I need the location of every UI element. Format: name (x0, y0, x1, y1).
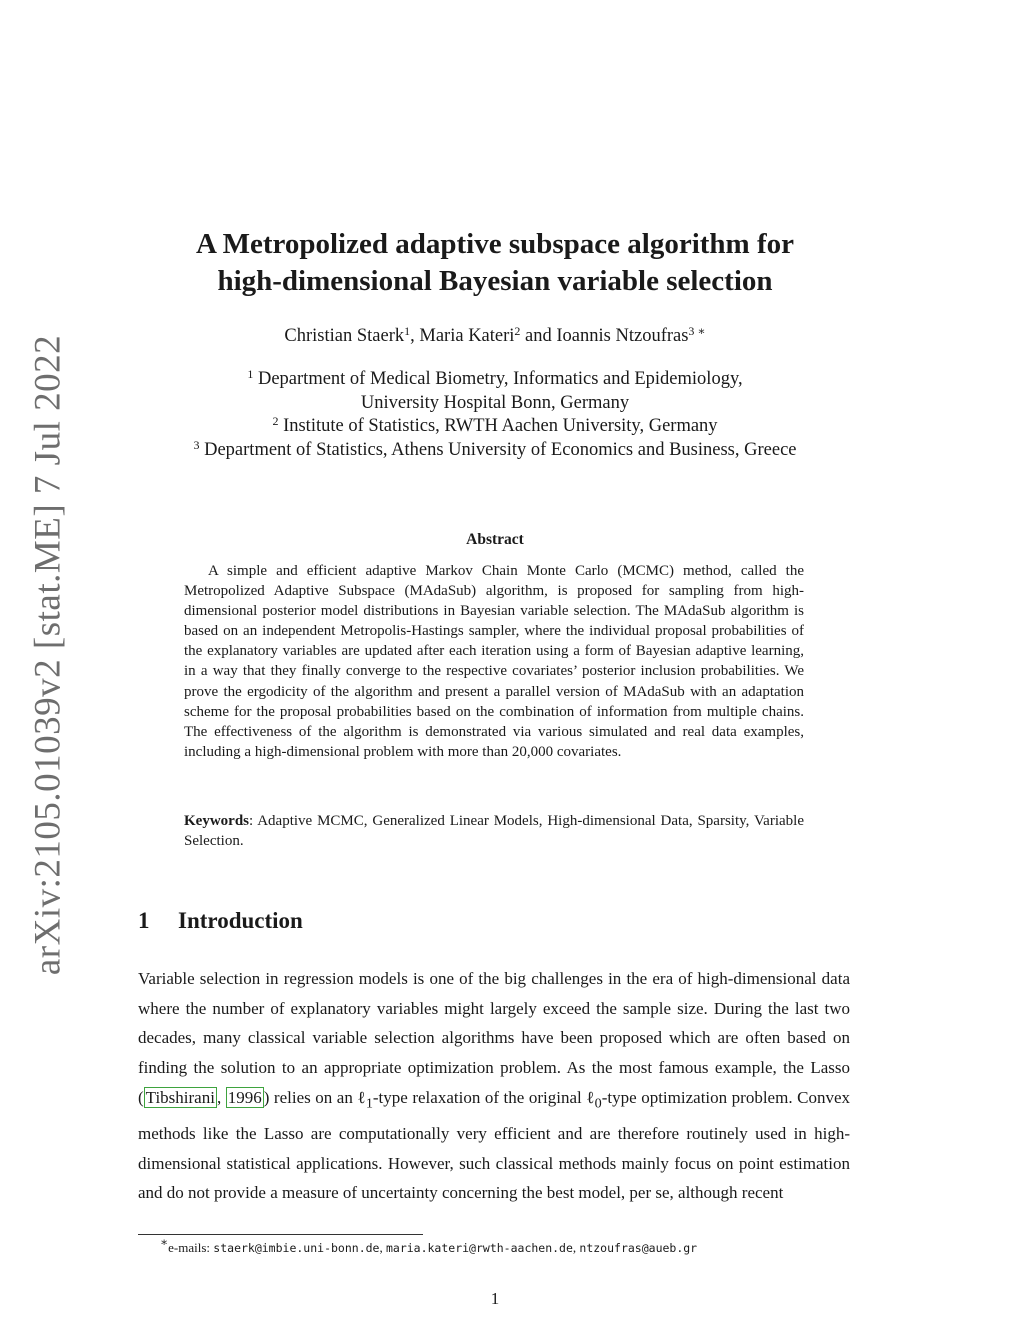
affiliation-text: Department of Medical Biometry, Informatics and Epidemiology, (253, 369, 743, 389)
footnote-mark: ∗ (160, 1235, 169, 1249)
intro-text: -type optimization problem. Convex methods like the Lasso are computationally very efficient and are therefore routinely used in high-dimensional statistical applications. However, such classical methods mainly focus on point estimation and do not provide a measure of uncertainty concerning the best model, per se, although recent (138, 1087, 850, 1203)
affiliation-1-cont (110, 392, 880, 416)
abstract-heading: Abstract (466, 531, 524, 548)
footnote-rule (138, 1234, 423, 1235)
footnote (160, 1235, 698, 1256)
intro-text: ) relies on an ℓ (263, 1087, 366, 1107)
abstract-text: A simple and efficient adaptive Markov Chain Monte Carlo (MCMC) method, called the Metropolized Adaptive Subspace (MAdaSub) algorithm, is proposed for sampling from high-dimensional posterior model distributions in Bayesian variable selection. The MAdaSub algorithm is based on an independent Metropolis-Hastings sampler, where the individual proposal probabilities of the explanatory variables are updated after each iteration using a form of Bayesian adaptive learning, in a way that they finally converge to the respective covariates’ posterior inclusion probabilities. We prove the ergodicity of the algorithm and present a parallel version of MAdaSub with an adaptation scheme for the proposal probabilities based on the combination of information from multiple chains. The effectiveness of the algorithm is demonstrated via various simulated and real data examples, including a high-dimensional problem with more than 20,000 covariates. (184, 563, 804, 760)
page-number: 1 (490, 1289, 500, 1308)
subscript: 1 (365, 1095, 373, 1112)
title-line-2: high-dimensional Bayesian variable selection (217, 265, 773, 297)
subscript: 0 (594, 1095, 602, 1112)
arxiv-identifier: arXiv:2105.01039v2 [stat.ME] 7 Jul 2022 (27, 334, 69, 976)
author-list (140, 326, 850, 347)
citation-1996-link[interactable]: 1996 (227, 1087, 262, 1107)
affil-mark: 3 ∗ (688, 324, 706, 338)
affiliation-text: Department of Statistics, Athens University of Economics and Business, Greece (199, 439, 797, 460)
affil-mark: 1 (404, 324, 411, 338)
author-ntzoufras: Ioannis Ntzoufras (556, 326, 689, 346)
affiliation-text: University Hospital Bonn, Germany (360, 392, 630, 413)
section-number: 1 (138, 908, 150, 933)
author-kateri: Maria Kateri (419, 326, 515, 346)
footnote-separator: , (379, 1240, 386, 1255)
affiliation-2 (110, 415, 880, 439)
title-line-1: A Metropolized adaptive subspace algorithm for (196, 228, 794, 260)
section-heading-introduction (138, 908, 303, 934)
keywords-text: : Adaptive MCMC, Generalized Linear Models, High-dimensional Data, Sparsity, Variable Selection. (184, 813, 804, 850)
keywords-label: Keywords (184, 813, 249, 829)
email-kateri: maria.kateri@rwth-aachen.de (385, 1241, 573, 1255)
affil-mark: 1 (247, 367, 254, 381)
affil-mark: 3 (193, 437, 200, 452)
paper-title (140, 226, 850, 300)
email-staerk: staerk@imbie.uni-bonn.de (213, 1241, 380, 1255)
intro-text: , (216, 1087, 226, 1107)
author-separator: , (410, 326, 420, 346)
introduction-paragraph (138, 964, 850, 1208)
citation-tibshirani-link[interactable]: Tibshirani (145, 1087, 215, 1107)
footnote-separator: , (572, 1240, 580, 1255)
author-staerk: Christian Staerk (284, 326, 405, 346)
keywords (184, 811, 804, 851)
affiliation-1 (110, 368, 880, 392)
intro-text: Variable selection in regression models is one of the big challenges in the era of high-dimensional data where the number of explanatory variables might largely exceed the sample size. During the last two decades, many classical variable selection algorithms have been proposed which are often based on finding the solution to an appropriate optimization problem. As the most famous example, the Lasso ( (138, 969, 850, 1107)
author-separator: and (520, 326, 557, 346)
affiliation-text: Institute of Statistics, RWTH Aachen University, Germany (278, 416, 718, 436)
footnote-prefix: e-mails: (168, 1240, 214, 1255)
email-ntzoufras: ntzoufras@aueb.gr (579, 1241, 698, 1255)
affiliations (110, 368, 880, 462)
affiliation-3 (110, 439, 880, 463)
affil-mark: 2 (514, 324, 521, 338)
affil-mark: 2 (272, 414, 279, 428)
section-title: Introduction (178, 908, 303, 933)
intro-text: -type relaxation of the original ℓ (372, 1087, 595, 1107)
